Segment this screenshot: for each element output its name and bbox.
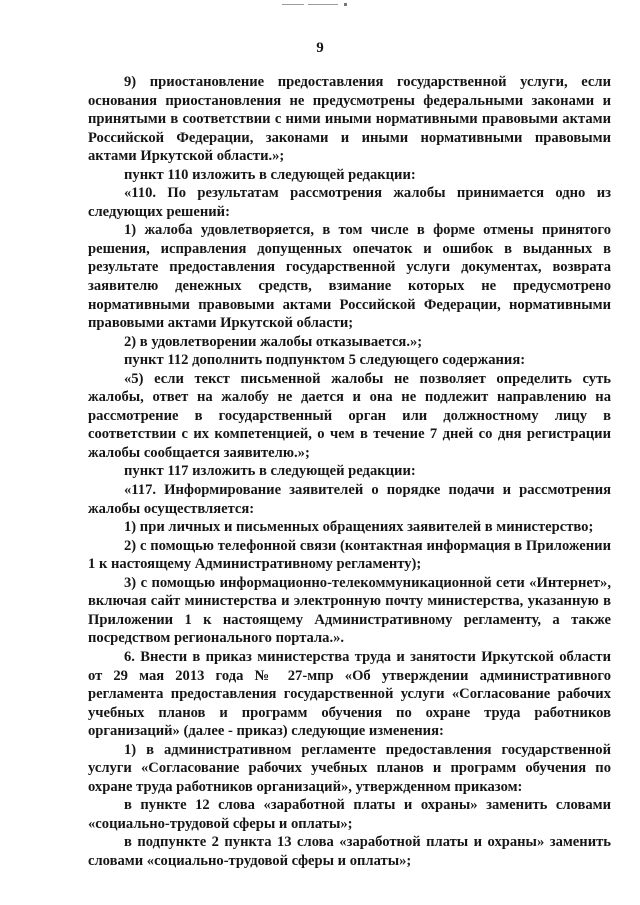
paragraph: 1) при личных и письменных обращениях заявителей в министерство; [124,519,594,536]
paragraph: 1) жалоба удовлетворяется, в том числе в форме отмены принятого решения, исправления допущенных опечаток и ошибок в выданных в результате предоставления государственной услуги документах, возврата заявителю денежных средств, взимание которых не предусмотрено нормативными правовыми актами Российской Федерации, нормативными правовыми актами Иркутской области; [88,222,611,332]
scan-artifact-line [282,4,352,7]
paragraph: 3) с помощью информационно-телекоммуникационной сети «Интернет», включая сайт министерства и электронную почту министерства, указанную в Приложении 1 к настоящему Административному регламенту, а также посредством регионального портала.». [88,574,611,647]
page-number: 9 [316,40,324,56]
paragraph: пункт 117 изложить в следующей редакции: [124,463,416,480]
paragraph: «110. По результатам рассмотрения жалобы принимается одно из следующих решений: [88,185,611,220]
paragraph: пункт 110 изложить в следующей редакции: [124,166,416,183]
paragraph: в подпункте 2 пункта 13 слова «заработной платы и охраны» заменить словами «социально-трудовой сферы и оплаты»; [88,834,611,869]
paragraph: в пункте 12 слова «заработной платы и охраны» заменить словами «социально-трудовой сферы и оплаты»; [88,797,611,832]
paragraph: 1) в административном регламенте предоставления государственной услуги «Согласование рабочих учебных планов и программ обучения по охране труда работников организаций», утвержденном приказом: [88,741,611,795]
paragraph: 9) приостановление предоставления государственной услуги, если основания приостановления не предусмотрены федеральными законами и принятыми в соответствии с ними иными нормативными правовыми актами Российской Федерации, законами и иными нормативными правовыми актами Иркутской области.»; [88,74,611,165]
document-body [88,73,611,871]
paragraph: пункт 112 дополнить подпунктом 5 следующего содержания: [124,352,526,369]
paragraph: 6. Внести в приказ министерства труда и занятости Иркутской области от 29 мая 2013 года № 27-мпр «Об утверждении административного регламента предоставления государственной услуги «Согласование рабочих учебных планов и программ обучения по охране труда работников организаций» (далее - приказ) следующие изменения: [88,648,611,740]
paragraph: «5) если текст письменной жалобы не позволяет определить суть жалобы, ответ на жалобу не дается и она не подлежит направлению на рассмотрение в государственный орган или должностному лицу в соответствии с их компетенцией, о чем в течение 7 дней со дня регистрации жалобы сообщается заявителю.»; [88,370,611,461]
paragraph: 2) с помощью телефонной связи (контактная информация в Приложении 1 к настоящему Административному регламенту); [88,537,611,573]
paragraph: 2) в удовлетворении жалобы отказывается.»; [124,333,423,350]
paragraph: «117. Информирование заявителей о порядке подачи и рассмотрения жалобы осуществляется: [88,482,611,517]
